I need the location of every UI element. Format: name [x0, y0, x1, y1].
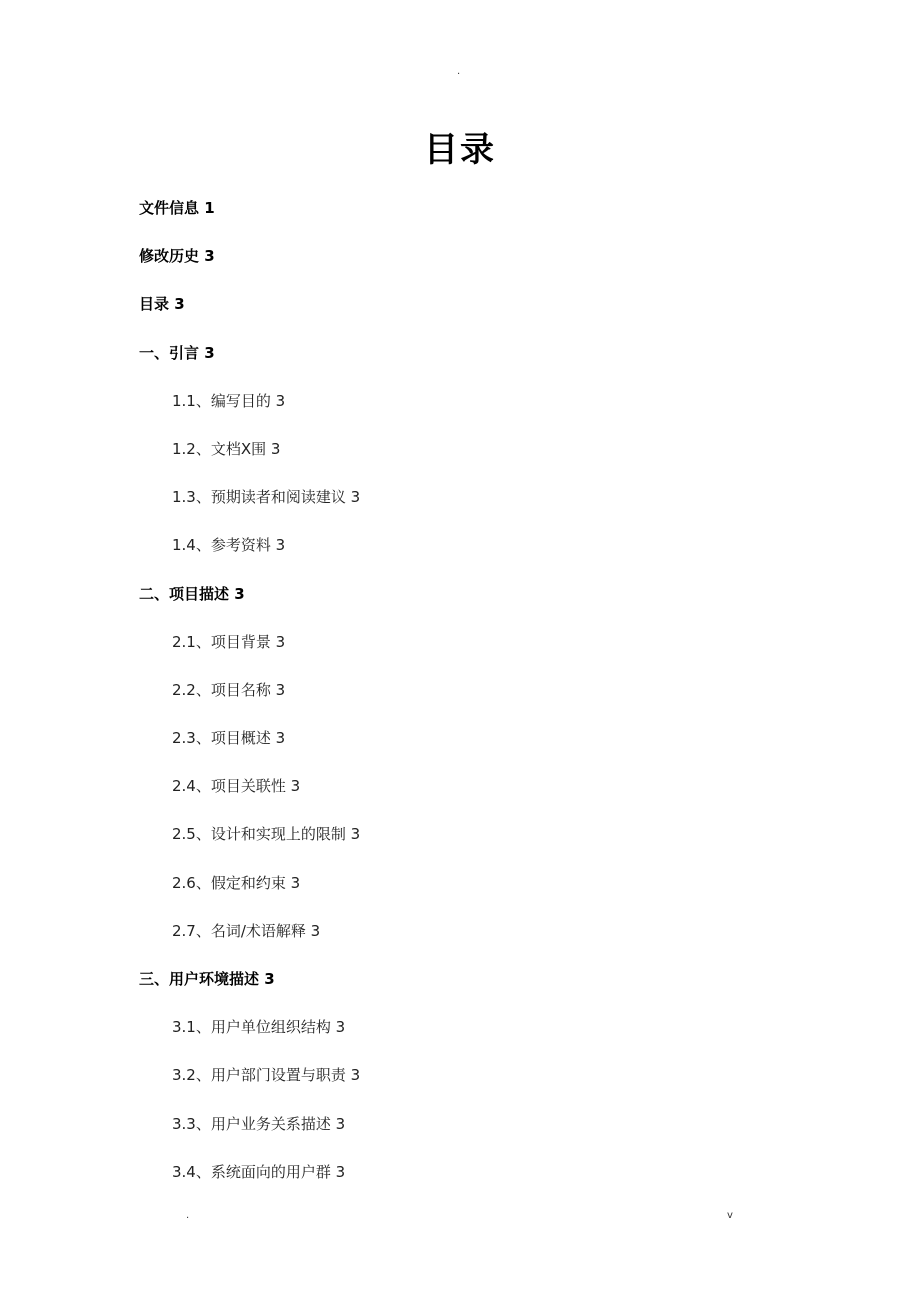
- toc-section-entry[interactable]: 修改历史 3: [139, 247, 215, 266]
- toc-section-entry[interactable]: 目录 3: [139, 295, 185, 314]
- toc-subsection-entry[interactable]: 1.1、编写目的 3: [172, 391, 286, 410]
- toc-subsection-entry[interactable]: 1.2、文档X围 3: [172, 439, 281, 458]
- toc-section-entry[interactable]: 一、引言 3: [139, 343, 215, 362]
- toc-subsection-entry[interactable]: 1.3、预期读者和阅读建议 3: [172, 488, 361, 507]
- toc-subsection-entry[interactable]: 3.2、用户部门设置与职责 3: [172, 1066, 361, 1085]
- toc-subsection-entry[interactable]: 2.3、项目概述 3: [172, 729, 286, 748]
- footer-left-mark: .: [186, 1210, 190, 1221]
- toc-subsection-entry[interactable]: 3.1、用户单位组织结构 3: [172, 1018, 346, 1037]
- toc-subsection-entry[interactable]: 2.4、项目关联性 3: [172, 777, 301, 796]
- header-mark: .: [457, 66, 461, 77]
- toc-subsection-entry[interactable]: 2.5、设计和实现上的限制 3: [172, 825, 361, 844]
- footer-right-mark: v: [727, 1210, 733, 1221]
- toc-subsection-entry[interactable]: 2.2、项目名称 3: [172, 680, 286, 699]
- toc-subsection-entry[interactable]: 2.7、名词/术语解释 3: [172, 921, 321, 940]
- toc-subsection-entry[interactable]: 3.3、用户业务关系描述 3: [172, 1114, 346, 1133]
- toc-section-entry[interactable]: 二、项目描述 3: [139, 584, 245, 603]
- toc-subsection-entry[interactable]: 2.6、假定和约束 3: [172, 873, 301, 892]
- toc-section-entry[interactable]: 三、用户环境描述 3: [139, 970, 275, 988]
- toc-subsection-entry[interactable]: 1.4、参考资料 3: [172, 536, 286, 555]
- toc-section-entry[interactable]: 文件信息 1: [139, 199, 215, 217]
- table-of-contents: [0, 196, 920, 1208]
- toc-subsection-entry[interactable]: 2.1、项目背景 3: [172, 632, 286, 651]
- page-title: 目录: [424, 130, 496, 170]
- toc-subsection-entry[interactable]: 3.4、系统面向的用户群 3: [172, 1162, 346, 1181]
